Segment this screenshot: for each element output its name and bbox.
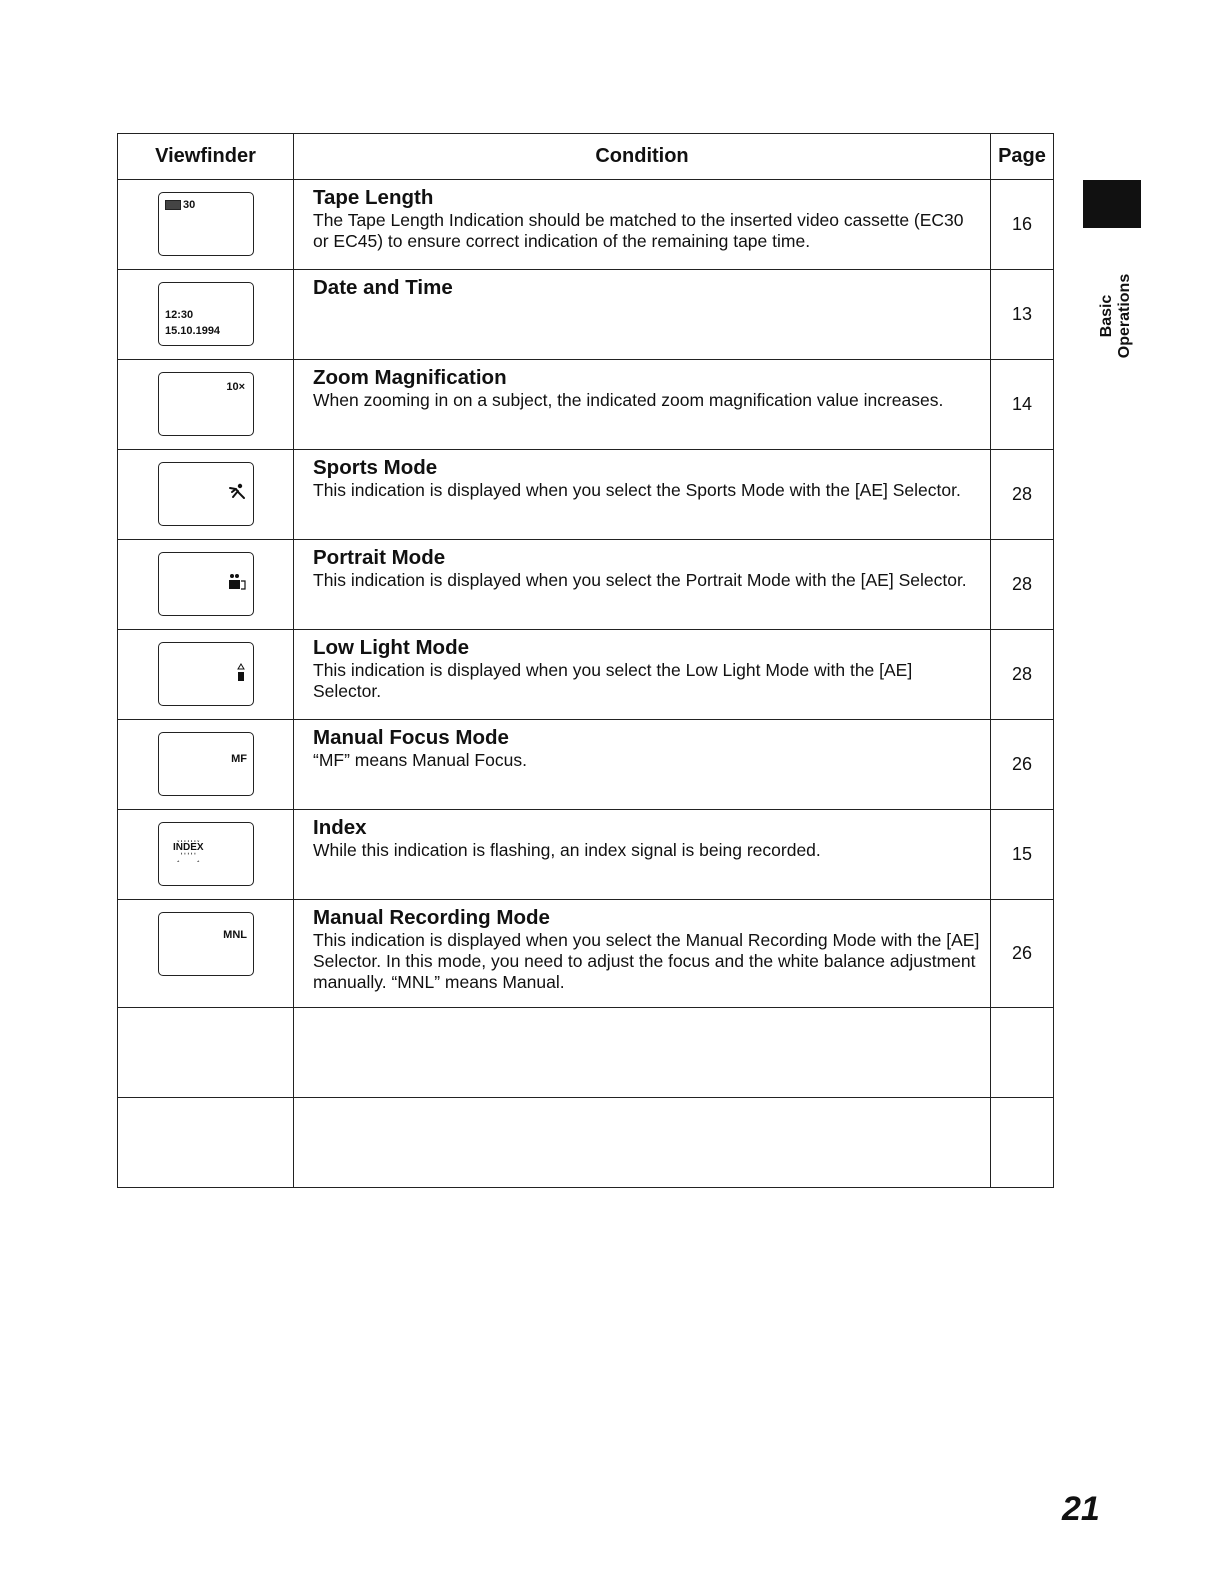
- viewfinder-display: [158, 462, 254, 526]
- portrait-mode-icon: [227, 573, 247, 594]
- viewfinder-display: [158, 912, 254, 976]
- table-row-empty: [118, 1098, 1054, 1188]
- condition-cell: [294, 180, 991, 269]
- viewfinder-cell: [118, 630, 294, 719]
- condition-title: Low Light Mode: [313, 636, 469, 659]
- index-flash-rays-top-icon: ˯ˌˌˌˌˌ˯: [176, 832, 200, 843]
- page-reference: 26: [991, 900, 1054, 1007]
- viewfinder-cell: [118, 360, 294, 449]
- condition-title: Portrait Mode: [313, 546, 446, 569]
- condition-cell: [294, 360, 991, 449]
- viewfinder-index-value: INDEX: [173, 842, 204, 853]
- table-header-row: [118, 134, 1054, 180]
- header-condition: Condition: [294, 134, 991, 179]
- viewfinder-mnl-value: MNL: [223, 929, 247, 941]
- tape-cassette-icon: [165, 200, 181, 210]
- viewfinder-display: [158, 732, 254, 796]
- condition-cell: [294, 900, 991, 1007]
- page-reference-cell: [991, 1098, 1054, 1187]
- viewfinder-display: [158, 192, 254, 256]
- table-row: [118, 720, 1054, 810]
- page-reference: 14: [991, 360, 1054, 449]
- header-viewfinder: Viewfinder: [118, 134, 294, 179]
- table-row: [118, 540, 1054, 630]
- condition-cell: [294, 540, 991, 629]
- viewfinder-tape-value: 30: [183, 199, 196, 211]
- condition-cell: [294, 1008, 991, 1097]
- condition-description: This indication is displayed when you select the Manual Recording Mode with the [AE] Selector. In this mode, you need to adjust the focus and the white balance adjustment manually. “MNL” means Manual.: [313, 930, 980, 992]
- table-row: [118, 810, 1054, 900]
- condition-title: Date and Time: [313, 276, 453, 299]
- viewfinder-display: [158, 552, 254, 616]
- viewfinder-time: 12:30: [165, 309, 194, 321]
- page-reference: 16: [991, 180, 1054, 269]
- viewfinder-cell: [118, 180, 294, 269]
- condition-title: Tape Length: [313, 186, 434, 209]
- table-row: [118, 360, 1054, 450]
- table-row: [118, 450, 1054, 540]
- table-row: [118, 180, 1054, 270]
- condition-title: Sports Mode: [313, 456, 438, 479]
- page-reference: 28: [991, 630, 1054, 719]
- condition-title: Manual Focus Mode: [313, 726, 509, 749]
- viewfinder-display: [158, 282, 254, 346]
- page-number: 21: [1062, 1490, 1100, 1528]
- page-reference: 28: [991, 540, 1054, 629]
- viewfinder-display: [158, 642, 254, 706]
- condition-description: While this indication is flashing, an index signal is being recorded.: [313, 840, 821, 860]
- viewfinder-cell: [118, 540, 294, 629]
- table-row: [118, 900, 1054, 1008]
- condition-title: Manual Recording Mode: [313, 906, 550, 929]
- condition-cell: [294, 450, 991, 539]
- condition-cell: [294, 270, 991, 359]
- header-page: Page: [991, 134, 1054, 179]
- table-row: [118, 630, 1054, 720]
- low-light-mode-icon: [235, 663, 247, 686]
- viewfinder-mf-value: MF: [231, 753, 247, 765]
- page-reference: 15: [991, 810, 1054, 899]
- condition-title: Zoom Magnification: [313, 366, 507, 389]
- section-tab-marker: [1083, 180, 1141, 228]
- condition-cell: [294, 630, 991, 719]
- viewfinder-cell: [118, 810, 294, 899]
- viewfinder-cell: [118, 270, 294, 359]
- section-tab-label: Basic Operations: [1098, 273, 1133, 359]
- condition-description: This indication is displayed when you select the Portrait Mode with the [AE] Selector.: [313, 570, 967, 590]
- viewfinder-display: [158, 372, 254, 436]
- viewfinder-cell: [118, 1008, 294, 1097]
- condition-title: Index: [313, 816, 367, 839]
- condition-cell: [294, 1098, 991, 1187]
- table-row: [118, 270, 1054, 360]
- page-reference: 26: [991, 720, 1054, 809]
- index-flash-rays-bottom-icon: ˰ˈˈˈˈˈ˰: [176, 852, 200, 863]
- condition-description: This indication is displayed when you select the Sports Mode with the [AE] Selector.: [313, 480, 961, 500]
- table-row-empty: [118, 1008, 1054, 1098]
- condition-cell: [294, 810, 991, 899]
- condition-description: This indication is displayed when you select the Low Light Mode with the [AE] Selector.: [313, 660, 913, 701]
- page-reference-cell: [991, 1008, 1054, 1097]
- indications-table: [117, 133, 1054, 1188]
- viewfinder-date: 15.10.1994: [165, 325, 221, 337]
- viewfinder-cell: [118, 900, 294, 1007]
- condition-cell: [294, 720, 991, 809]
- page-reference: 28: [991, 450, 1054, 539]
- condition-description: The Tape Length Indication should be matched to the inserted video cassette (EC30 or EC45) to ensure correct indication of the remaining tape time.: [313, 210, 964, 251]
- condition-description: “MF” means Manual Focus.: [313, 750, 527, 770]
- page-reference: 13: [991, 270, 1054, 359]
- viewfinder-cell: [118, 450, 294, 539]
- viewfinder-zoom-value: 10×: [226, 381, 245, 393]
- viewfinder-cell: [118, 720, 294, 809]
- viewfinder-cell: [118, 1098, 294, 1187]
- viewfinder-display: [158, 822, 254, 886]
- condition-description: When zooming in on a subject, the indicated zoom magnification value increases.: [313, 390, 944, 410]
- sports-mode-icon: [227, 483, 247, 504]
